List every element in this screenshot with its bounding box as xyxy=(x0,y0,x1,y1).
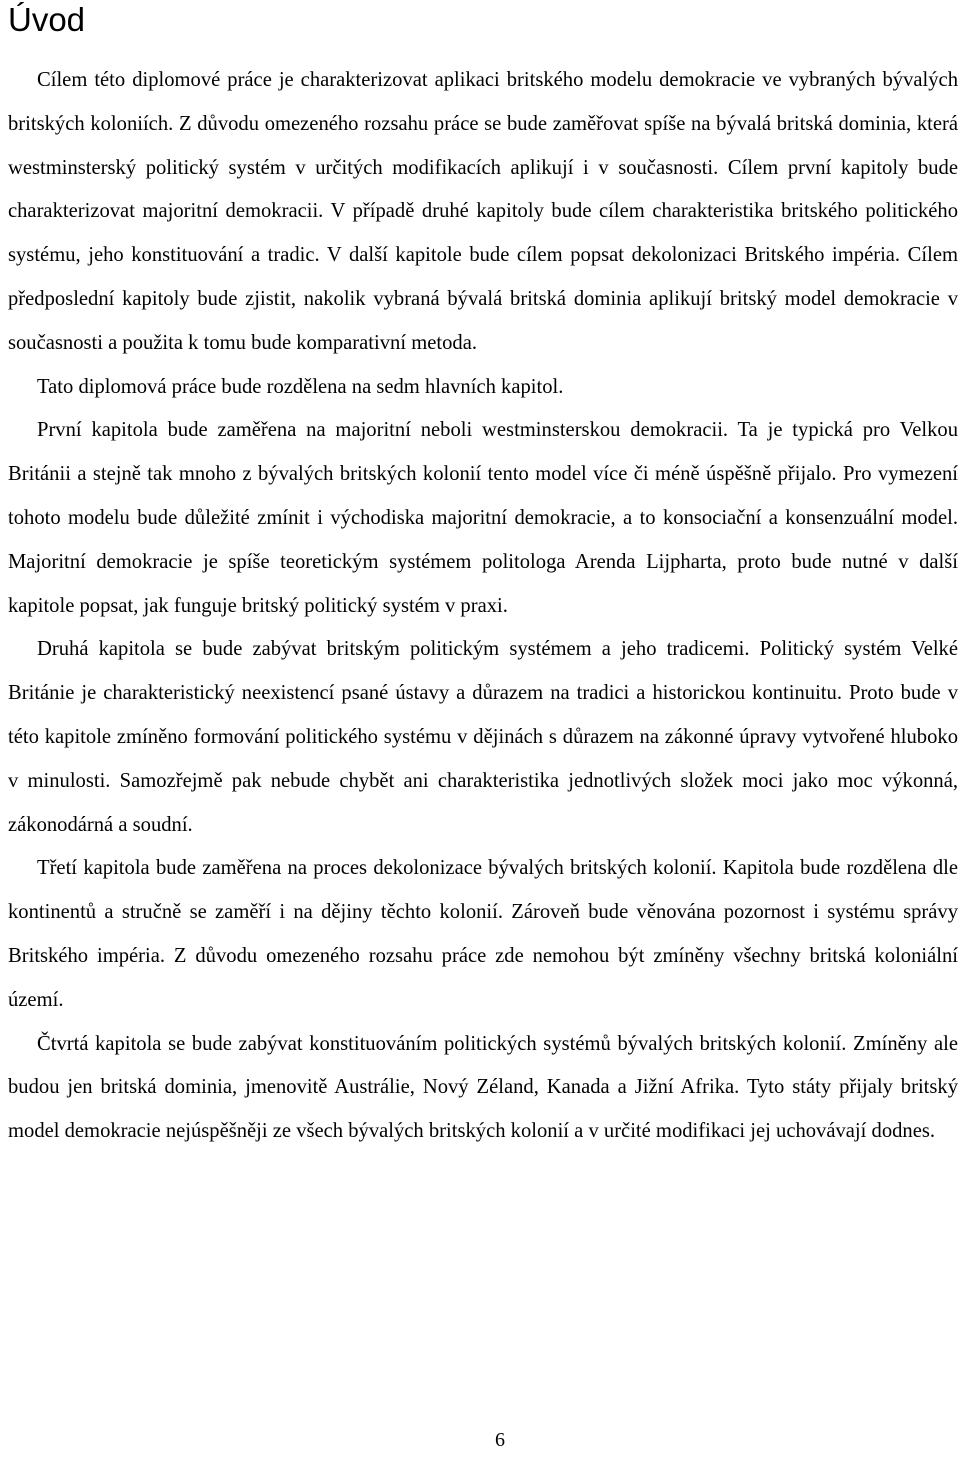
paragraph-intro: Cílem této diplomové práce je charakterizovat aplikaci britského modelu demokracie ve vybraných bývalých britských koloniích. Z důvodu omezeného rozsahu práce se bude zaměřovat spíše na bývalá britská dominia, která westminsterský politický systém v určitých modifikacích aplikují i v současnosti. Cílem první kapitoly bude charakterizovat majoritní demokracii. V případě druhé kapitoly bude cílem charakteristika britského politického systému, jeho konstituování a tradic. V další kapitole bude cílem popsat dekolonizaci Britského impéria. Cílem předposlední kapitoly bude zjistit, nakolik vybraná bývalá britská dominia aplikují britský model demokracie v současnosti a použita k tomu bude komparativní metoda. xyxy=(8,69,958,354)
body-text xyxy=(8,59,958,1154)
chapter-heading: Úvod xyxy=(8,1,86,38)
paragraph-chapter-4: Čtvrtá kapitola se bude zabývat konstituováním politických systémů bývalých britských kolonií. Zmíněny ale budou jen britská dominia, jmenovitě Austrálie, Nový Zéland, Kanada a Jižní Afrika. Tyto státy přijaly britský model demokracie nejúspěšněji ze všech bývalých britských kolonií a v určité modifikaci jej uchovávají dodnes. xyxy=(8,1032,958,1143)
paragraph-chapter-2: Druhá kapitola se bude zabývat britským politickým systémem a jeho tradicemi. Politický systém Velké Británie je charakteristický neexistencí psané ústavy a důrazem na tradici a historickou kontinuitu. Proto bude v této kapitole zmíněno formování politického systému v dějinách s důrazem na zákonné úpravy vytvořené hluboko v minulosti. Samozřejmě pak nebude chybět ani charakteristika jednotlivých složek moci jako moc výkonná, zákonodárná a soudní. xyxy=(8,638,958,836)
paragraph-chapter-3: Třetí kapitola bude zaměřena na proces dekolonizace bývalých britských kolonií. Kapitola bude rozdělena dle kontinentů a stručně se zaměří i na dějiny těchto kolonií. Zároveň bude věnována pozornost i systému správy Britského impéria. Z důvodu omezeného rozsahu práce zde nemohou být zmíněny všechny britská koloniální území. xyxy=(8,857,958,1011)
paragraph-chapter-1: První kapitola bude zaměřena na majoritní neboli westminsterskou demokracii. Ta je typická pro Velkou Británii a stejně tak mnoho z bývalých britských kolonií tento model více či méně úspěšně přijalo. Pro vymezení tohoto modelu bude důležité zmínit i východiska majoritní demokracie, a to konsociační a konsenzuální model. Majoritní demokracie je spíše teoretickým systémem politologa Arenda Lijpharta, proto bude nutné v další kapitole popsat, jak funguje britský politický systém v praxi. xyxy=(8,419,958,617)
page-number: 6 xyxy=(495,1429,505,1451)
paragraph-structure: Tato diplomová práce bude rozdělena na sedm hlavních kapitol. xyxy=(37,375,564,398)
